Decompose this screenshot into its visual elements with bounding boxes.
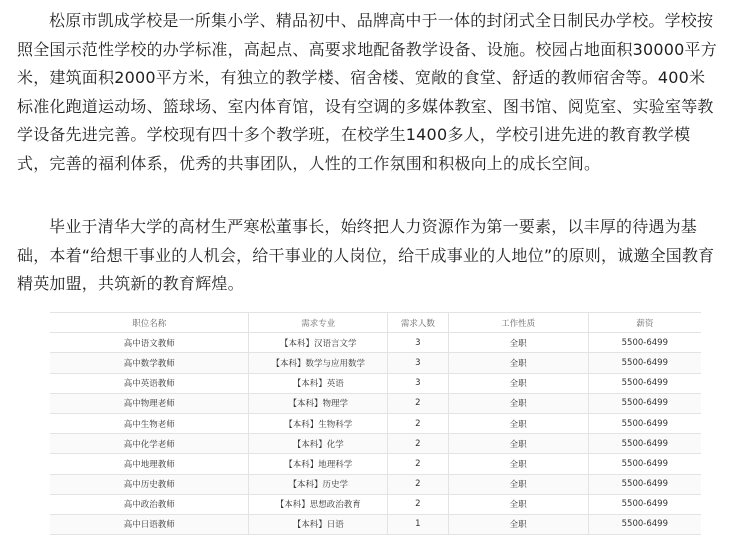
count-cell: 1 (388, 514, 449, 534)
job-type-cell: 全职 (448, 353, 588, 373)
position-cell: 高中化学老师 (50, 434, 249, 454)
job-type-cell: 全职 (448, 454, 588, 474)
count-cell: 3 (388, 333, 449, 353)
salary-cell: 5500-6499 (588, 434, 701, 454)
salary-cell: 5500-6499 (588, 474, 701, 494)
table-row (50, 333, 701, 353)
table-row (50, 434, 701, 454)
position-cell: 高中语文教师 (50, 333, 249, 353)
job-type-cell: 全职 (448, 393, 588, 413)
job-type-cell: 全职 (448, 413, 588, 433)
header-salary: 薪资 (588, 313, 701, 333)
salary-cell: 5500-6499 (588, 333, 701, 353)
intro-paragraph-2: 毕业于清华大学的高材生严寒松董事长，始终把人力资源作为第一要素，以丰厚的待遇为基础，本着“给想干事业的人机会，给干事业的人岗位，给干成事业的人地位”的原则，诚邀全国教育精英加盟，共筑新的教育辉煌。 (17, 217, 715, 294)
position-cell: 高中日语教师 (50, 514, 249, 534)
table-row (50, 454, 701, 474)
job-type-cell: 全职 (448, 333, 588, 353)
count-cell: 3 (388, 373, 449, 393)
major-cell: 【本科】汉语言文学 (249, 333, 388, 353)
major-cell: 【本科】物理学 (249, 393, 388, 413)
count-cell: 2 (388, 413, 449, 433)
major-cell: 【本科】英语 (249, 373, 388, 393)
job-type-cell: 全职 (448, 373, 588, 393)
table-row (50, 413, 701, 433)
position-cell: 高中地理教师 (50, 454, 249, 474)
salary-cell: 5500-6499 (588, 514, 701, 534)
position-cell: 高中政治教师 (50, 494, 249, 514)
position-cell: 高中物理老师 (50, 393, 249, 413)
table-row (50, 373, 701, 393)
header-position: 职位名称 (50, 313, 249, 333)
job-type-cell: 全职 (448, 514, 588, 534)
job-type-cell: 全职 (448, 494, 588, 514)
job-table (50, 312, 701, 535)
position-cell: 高中数学教师 (50, 353, 249, 373)
table-row (50, 494, 701, 514)
table-header-row (50, 313, 701, 333)
header-major: 需求专业 (249, 313, 388, 333)
salary-cell: 5500-6499 (588, 454, 701, 474)
table-row (50, 514, 701, 534)
salary-cell: 5500-6499 (588, 494, 701, 514)
count-cell: 2 (388, 434, 449, 454)
position-cell: 高中历史教师 (50, 474, 249, 494)
header-job-type: 工作性质 (448, 313, 588, 333)
salary-cell: 5500-6499 (588, 373, 701, 393)
intro-paragraph-1: 松原市凯成学校是一所集小学、精品初中、品牌高中于一体的封闭式全日制民办学校。学校按照全国示范性学校的办学标准，高起点、高要求地配备教学设备、设施。校园占地面积30000平方米，建筑面积2000平方米，有独立的教学楼、宿舍楼、宽敞的食堂、舒适的教师宿舍等。400米标准化跑道运动场、篮球场、室内体育馆，设有空调的多媒体教室、图书馆、阅览室、实验室等教学设备先进完善。学校现有四十多个教学班，在校学生1400多人，学校引进先进的教育教学模式，完善的福利体系，优秀的共事团队，人性的工作氛围和积极向上的成长空间。 (17, 11, 717, 173)
job-type-cell: 全职 (448, 474, 588, 494)
major-cell: 【本科】生物科学 (249, 413, 388, 433)
count-cell: 2 (388, 494, 449, 514)
major-cell: 【本科】日语 (249, 514, 388, 534)
count-cell: 2 (388, 454, 449, 474)
table-row (50, 393, 701, 413)
salary-cell: 5500-6499 (588, 353, 701, 373)
job-type-cell: 全职 (448, 434, 588, 454)
count-cell: 2 (388, 393, 449, 413)
major-cell: 【本科】地理科学 (249, 454, 388, 474)
count-cell: 3 (388, 353, 449, 373)
position-cell: 高中英语教师 (50, 373, 249, 393)
salary-cell: 5500-6499 (588, 393, 701, 413)
count-cell: 2 (388, 474, 449, 494)
major-cell: 【本科】思想政治教育 (249, 494, 388, 514)
table-row (50, 353, 701, 373)
major-cell: 【本科】化学 (249, 434, 388, 454)
table-row (50, 474, 701, 494)
major-cell: 【本科】历史学 (249, 474, 388, 494)
header-count: 需求人数 (388, 313, 449, 333)
position-cell: 高中生物老师 (50, 413, 249, 433)
major-cell: 【本科】数学与应用数学 (249, 353, 388, 373)
salary-cell: 5500-6499 (588, 413, 701, 433)
